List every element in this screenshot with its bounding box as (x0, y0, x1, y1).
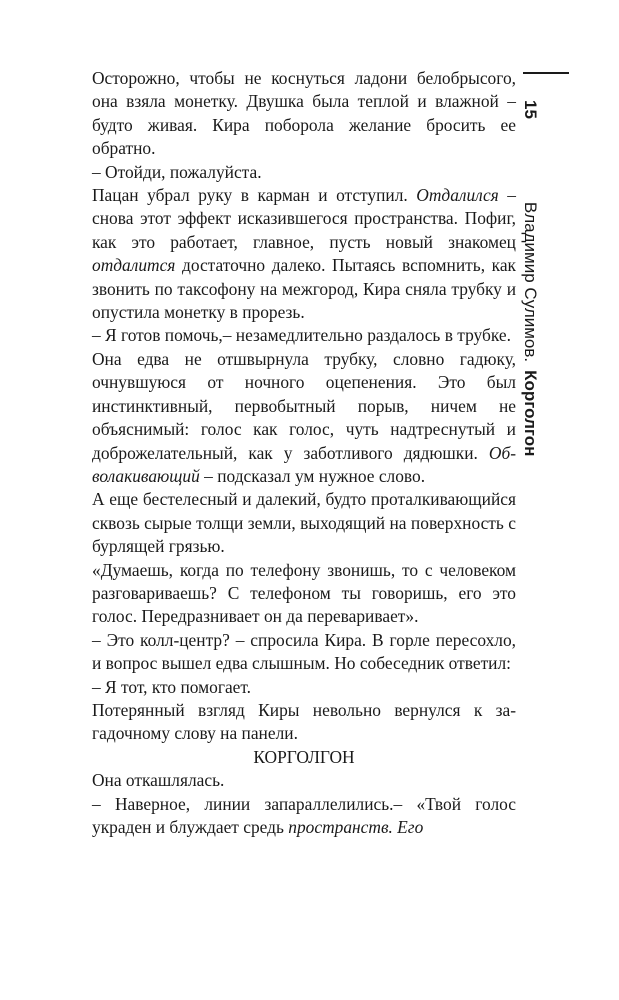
header-title: Корголгон (521, 370, 540, 457)
paragraph: Пацан убрал руку в карман и отступил. Отдалился – снова этот эффект исказившегося пространства. Пофиг, как это работает, главное, пусть новый знакомец отдалится достаточно далеко. Пытаясь вспомнить, как звонить по таксофону на межгород, Кира сняла трубку и опустила монетку в прорезь. (92, 185, 516, 323)
paragraph: – Я готов помочь,– незамедлительно раздалось в трубке. (92, 325, 511, 346)
running-header (520, 100, 540, 456)
paragraph: «Думаешь, когда по телефону звонишь, то с человеком разговариваешь? С телефоном ты говоришь, его это голос. Передразнивает он да переваривает». (92, 559, 516, 627)
paragraph: – Отойди, пожалуйста. (92, 161, 262, 182)
paragraph: А еще бестелесный и далекий, будто проталкивающийся сквозь сырые толщи земли, выходящий на поверхность с бурлящей грязью. (92, 489, 516, 557)
paragraph: – Я тот, кто помогает. (92, 676, 252, 697)
paragraph: Она едва не отшвырнула трубку, словно гадюку, очнувшуюся от ночного оцепенения. Это был инстинктивный, первобытный порыв, ничем не объяснимый: голос как голос, чуть надтреснутый и доброжелательный, как у заботливого дядюшки. Обволакивающий – подсказал ум нужное слово. (92, 348, 516, 486)
page-number: 15 (521, 100, 540, 119)
body-text (92, 67, 516, 839)
paragraph: – Наверное, линии запараллелились.– «Твой голос украден и блуждает средь пространств. Его (92, 793, 516, 837)
paragraph: – Это колл-центр? – спросила Кира. В горле пересохло, и вопрос вышел едва слышным. Но собеседник ответил: (92, 629, 516, 674)
paragraph: Потерянный взгляд Киры невольно вернулся к загадочному слову на панели. (92, 699, 516, 744)
header-author: Владимир Сулимов. (521, 201, 540, 363)
header-rule (523, 72, 569, 74)
paragraph: Осторожно, чтобы не коснуться ладони белобрысого, она взяла монетку. Двушка была теплой и влажной – будто живая. Кира поборола желание бросить ее обратно. (92, 68, 516, 159)
centered-word: КОРГОЛГОН (253, 746, 355, 767)
paragraph: Она откашлялась. (92, 770, 225, 791)
